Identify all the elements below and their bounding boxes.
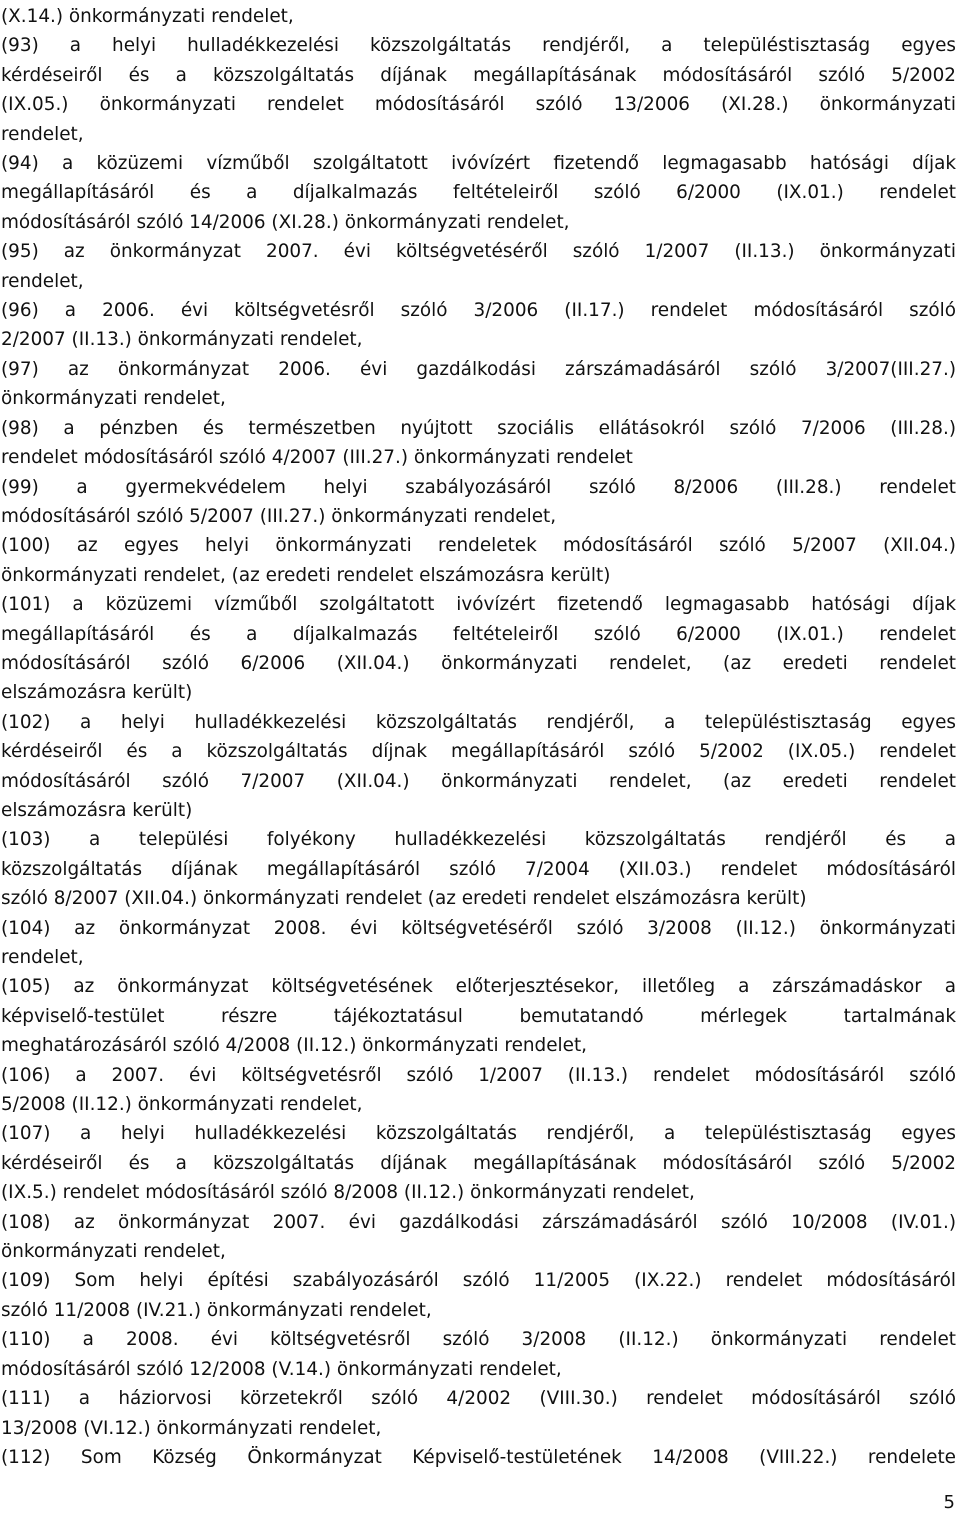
text-line: (101) a közüzemi vízműből szolgáltatott ivóvízért fizetendő legmagasabb hatósági díjak xyxy=(1,594,956,616)
text-line: módosításáról szóló 14/2006 (XI.28.) önkormányzati rendelet, xyxy=(1,211,570,233)
text-line: kérdéseiről és a közszolgáltatás díjának megállapításának módosításáról szóló 5/2002 xyxy=(1,64,956,86)
page-number: 5 xyxy=(943,1492,955,1513)
text-line: rendelet, xyxy=(1,947,84,968)
text-line: (108) az önkormányzat 2007. évi gazdálkodási zárszámadásáról szóló 10/2008 (IV.01.) xyxy=(1,1211,956,1233)
text-line: (99) a gyermekvédelem helyi szabályozásáról szóló 8/2006 (III.28.) rendelet xyxy=(1,476,956,498)
text-line: módosításáról szóló 5/2007 (III.27.) önkormányzati rendelet, xyxy=(1,505,557,527)
text-line: módosításáról szóló 6/2006 (XII.04.) önkormányzati rendelet, (az eredeti rendelet xyxy=(1,652,956,674)
text-line: (IX.5.) rendelet módosításáról szóló 8/2008 (II.12.) önkormányzati rendelet, xyxy=(1,1182,695,1204)
text-line: (96) a 2006. évi költségvetésről szóló 3/2006 (II.17.) rendelet módosításáról szóló xyxy=(1,300,956,322)
text-line: (112) Som Község Önkormányzat Képviselő-testületének 14/2008 (VIII.22.) rendelete xyxy=(1,1446,956,1468)
text-line: rendelet, xyxy=(1,270,84,292)
text-line: kérdéseiről és a közszolgáltatás díjának megállapításának módosításáról szóló 5/2002 xyxy=(1,1152,956,1174)
text-line: 5/2008 (II.12.) önkormányzati rendelet, xyxy=(1,1094,363,1116)
text-line: (X.14.) önkormányzati rendelet, xyxy=(1,6,294,27)
text-line: önkormányzati rendelet, xyxy=(1,388,226,410)
text-line: rendelet módosításáról szóló 4/2007 (III.27.) önkormányzati rendelet xyxy=(1,447,633,469)
text-line: (110) a 2008. évi költségvetésről szóló 3/2008 (II.12.) önkormányzati rendelet xyxy=(1,1329,956,1351)
text-line: (111) a háziorvosi körzetekről szóló 4/2002 (VIII.30.) rendelet módosításáról szóló xyxy=(1,1388,956,1410)
text-line: (105) az önkormányzat költségvetésének előterjesztésekor, illetőleg a zárszámadáskor a xyxy=(1,976,956,998)
text-line: (102) a helyi hulladékkezelési közszolgáltatás rendjéről, a településtisztaság egyes xyxy=(1,711,956,733)
text-line: megállapításáról és a díjalkalmazás feltételeiről szóló 6/2000 (IX.01.) rendelet xyxy=(1,182,956,204)
text-line: szóló 8/2007 (XII.04.) önkormányzati rendelet (az eredeti rendelet elszámozásra került) xyxy=(1,888,807,910)
text-line: (104) az önkormányzat 2008. évi költségvetéséről szóló 3/2008 (II.12.) önkormányzati xyxy=(1,917,956,939)
text-line: elszámozásra került) xyxy=(1,682,193,704)
text-line: (100) az egyes helyi önkormányzati rendeletek módosításáról szóló 5/2007 (XII.04.) xyxy=(1,535,956,557)
text-line: önkormányzati rendelet, (az eredeti rendelet elszámozásra került) xyxy=(1,564,611,586)
text-line: módosításáról szóló 7/2007 (XII.04.) önkormányzati rendelet, (az eredeti rendelet xyxy=(1,770,956,792)
text-line: (106) a 2007. évi költségvetésről szóló 1/2007 (II.13.) rendelet módosításáról szóló xyxy=(1,1064,956,1086)
text-line: (103) a települési folyékony hulladékkezelési közszolgáltatás rendjéről és a xyxy=(1,829,956,851)
text-line: (97) az önkormányzat 2006. évi gazdálkodási zárszámadásáról szóló 3/2007(III.27.) xyxy=(1,358,956,380)
text-line: módosításáról szóló 12/2008 (V.14.) önkormányzati rendelet, xyxy=(1,1358,562,1380)
text-line: (IX.05.) önkormányzati rendelet módosításáról szóló 13/2006 (XI.28.) önkormányzati xyxy=(1,94,956,116)
text-line: képviselő-testület részre tájékoztatásul bemutatandó mérlegek tartalmának xyxy=(1,1005,956,1027)
text-line: megállapításáról és a díjalkalmazás feltételeiről szóló 6/2000 (IX.01.) rendelet xyxy=(1,623,956,645)
text-line: közszolgáltatás díjának megállapításáról szóló 7/2004 (XII.03.) rendelet módosításáról xyxy=(1,858,956,880)
text-line: (93) a helyi hulladékkezelési közszolgáltatás rendjéről, a településtisztaság egyes xyxy=(1,35,956,57)
text-line: (109) Som helyi építési szabályozásáról szóló 11/2005 (IX.22.) rendelet módosításáról xyxy=(1,1270,956,1292)
text-line: kérdéseiről és a közszolgáltatás díjnak megállapításáról szóló 5/2002 (IX.05.) rendelet xyxy=(1,741,956,763)
text-line: 2/2007 (II.13.) önkormányzati rendelet, xyxy=(1,329,363,351)
text-line: (94) a közüzemi vízműből szolgáltatott ivóvízért fizetendő legmagasabb hatósági díjak xyxy=(1,153,956,175)
text-line: önkormányzati rendelet, xyxy=(1,1241,226,1263)
text-line: meghatározásáról szóló 4/2008 (II.12.) önkormányzati rendelet, xyxy=(1,1035,588,1057)
text-line: 13/2008 (VI.12.) önkormányzati rendelet, xyxy=(1,1417,382,1439)
text-line: elszámozásra került) xyxy=(1,799,193,821)
text-line: (95) az önkormányzat 2007. évi költségvetéséről szóló 1/2007 (II.13.) önkormányzati xyxy=(1,241,956,263)
text-line: szóló 11/2008 (IV.21.) önkormányzati rendelet, xyxy=(1,1299,432,1321)
text-line: rendelet, xyxy=(1,123,84,145)
text-line: (107) a helyi hulladékkezelési közszolgáltatás rendjéről, a településtisztaság egyes xyxy=(1,1123,956,1145)
text-line: (98) a pénzben és természetben nyújtott szociális ellátásokról szóló 7/2006 (III.28.) xyxy=(1,417,956,439)
